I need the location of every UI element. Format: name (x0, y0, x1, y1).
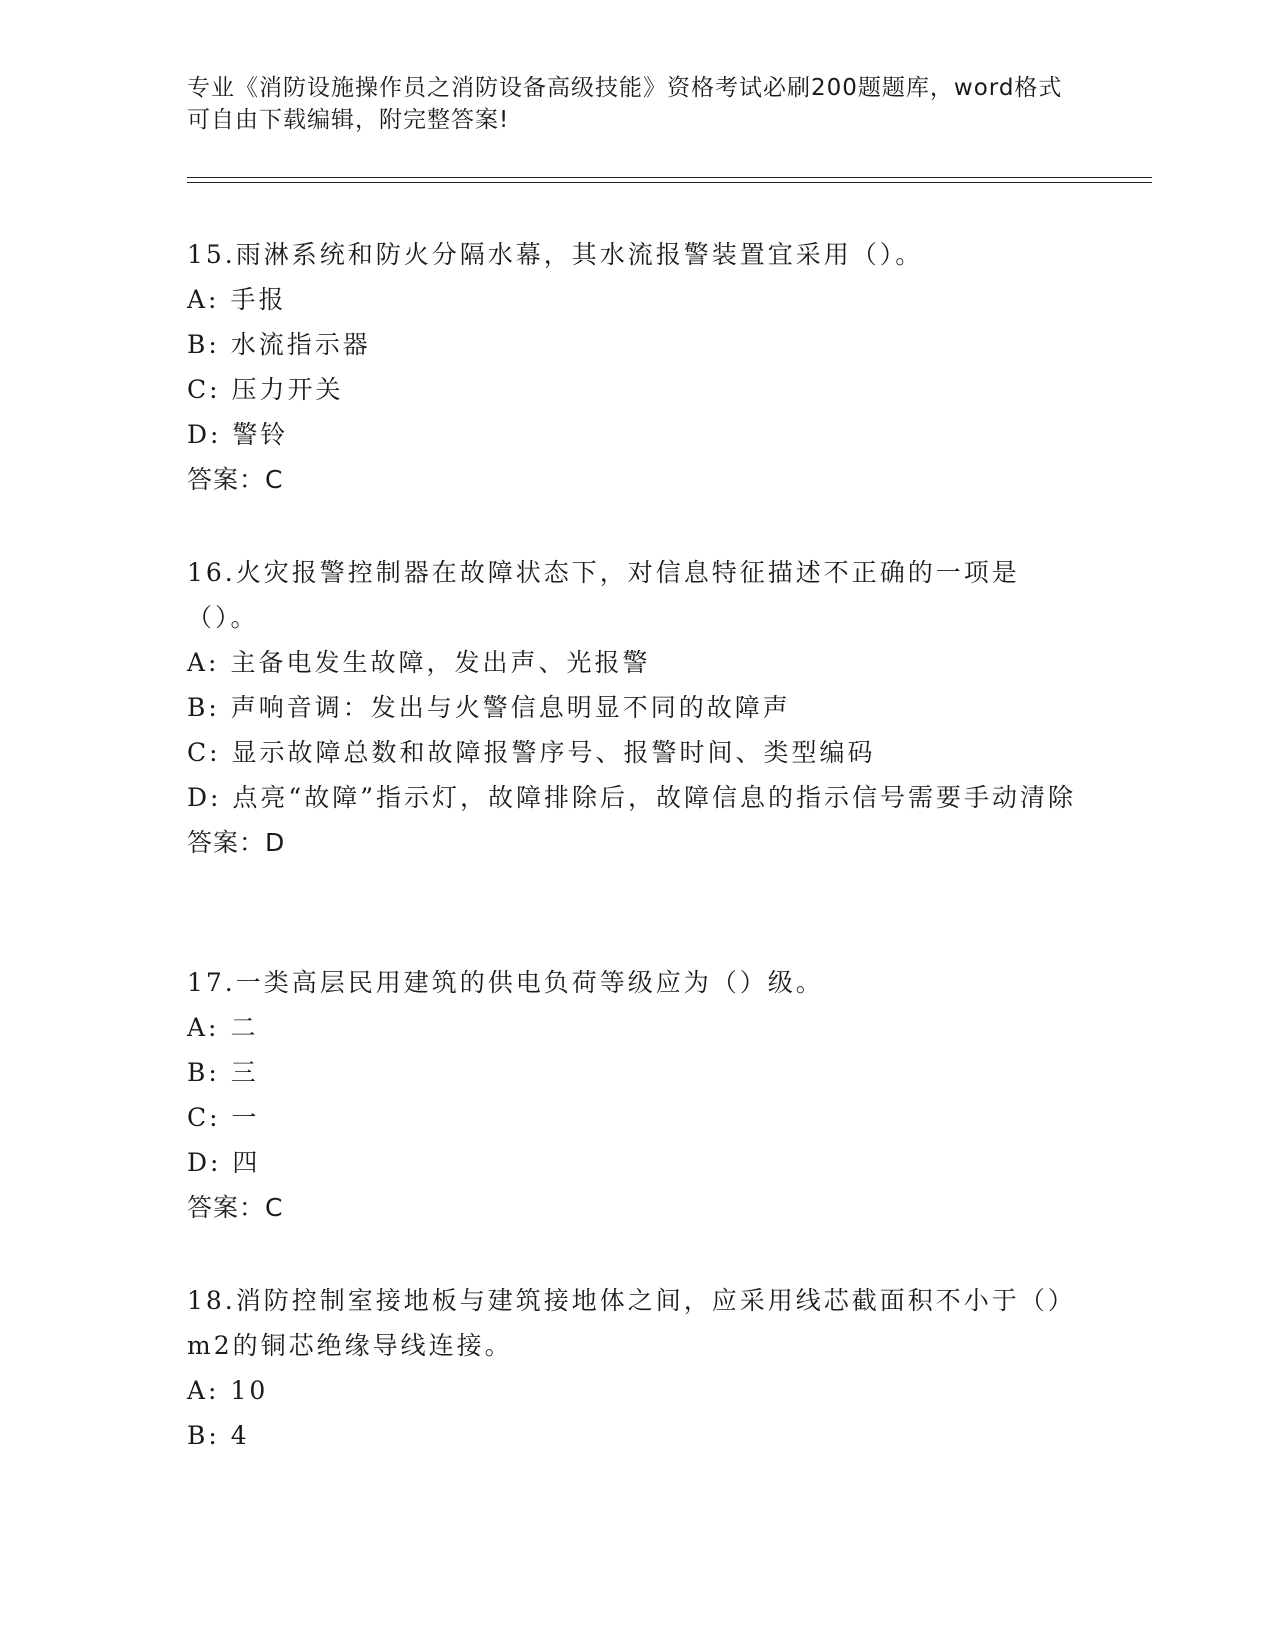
option-text: 压力开关 (231, 375, 344, 404)
option-a (187, 640, 1077, 685)
option-c (187, 1095, 1077, 1140)
option-a (187, 1368, 1077, 1413)
option-key: C: (187, 738, 221, 767)
option-key: D: (187, 783, 222, 812)
question-stem: 17.一类高层民用建筑的供电负荷等级应为（）级。 (187, 968, 824, 997)
option-c (187, 367, 1077, 412)
option-text: 10 (230, 1376, 269, 1405)
question-stem: 15.雨淋系统和防火分隔水幕，其水流报警装置宜采用（）。 (187, 240, 924, 269)
option-text: 手报 (230, 285, 287, 314)
header-divider-top (187, 177, 1152, 178)
option-key: A: (187, 1376, 220, 1405)
question-16 (187, 550, 1077, 865)
header-divider-bottom (187, 182, 1152, 183)
option-key: B: (187, 1058, 220, 1087)
option-c (187, 730, 1077, 775)
option-d (187, 775, 1077, 820)
option-b (187, 685, 1077, 730)
question-stem: 18.消防控制室接地板与建筑接地体之间，应采用线芯截面积不小于（）m2的铜芯绝缘导线连接。 (187, 1286, 1076, 1360)
option-key: B: (187, 693, 220, 722)
option-text: 警铃 (232, 420, 289, 449)
question-17 (187, 960, 1077, 1230)
option-b (187, 322, 1077, 367)
option-text: 水流指示器 (230, 330, 371, 359)
answer-line: 答案：D (187, 828, 286, 857)
option-text: 二 (230, 1013, 259, 1042)
option-text: 4 (230, 1421, 250, 1450)
option-d (187, 1140, 1077, 1185)
option-key: B: (187, 330, 220, 359)
option-text: 四 (232, 1148, 261, 1177)
option-key: C: (187, 1103, 221, 1132)
option-key: A: (187, 1013, 220, 1042)
option-text: 点亮“故障”指示灯，故障排除后，故障信息的指示信号需要手动清除 (232, 783, 1076, 812)
option-d (187, 412, 1077, 457)
option-key: B: (187, 1421, 220, 1450)
option-text: 主备电发生故障，发出声、光报警 (230, 648, 651, 677)
answer-line: 答案：C (187, 1193, 284, 1222)
question-18 (187, 1278, 1077, 1458)
option-b (187, 1050, 1077, 1095)
option-key: A: (187, 648, 220, 677)
option-key: D: (187, 420, 222, 449)
option-text: 显示故障总数和故障报警序号、报警时间、类型编码 (231, 738, 876, 767)
document-header: 专业《消防设施操作员之消防设备高级技能》资格考试必刷200题题库，word格式可自由下载编辑，附完整答案! (187, 75, 1063, 133)
answer-line: 答案：C (187, 465, 284, 494)
option-text: 三 (230, 1058, 259, 1087)
option-text: 一 (231, 1103, 260, 1132)
option-text: 声响音调：发出与火警信息明显不同的故障声 (230, 693, 791, 722)
option-a (187, 277, 1077, 322)
option-b (187, 1413, 1077, 1458)
option-key: C: (187, 375, 221, 404)
option-a (187, 1005, 1077, 1050)
question-stem: 16.火灾报警控制器在故障状态下，对信息特征描述不正确的一项是（）。 (187, 558, 1020, 632)
option-key: A: (187, 285, 220, 314)
option-key: D: (187, 1148, 222, 1177)
question-15 (187, 232, 1077, 502)
